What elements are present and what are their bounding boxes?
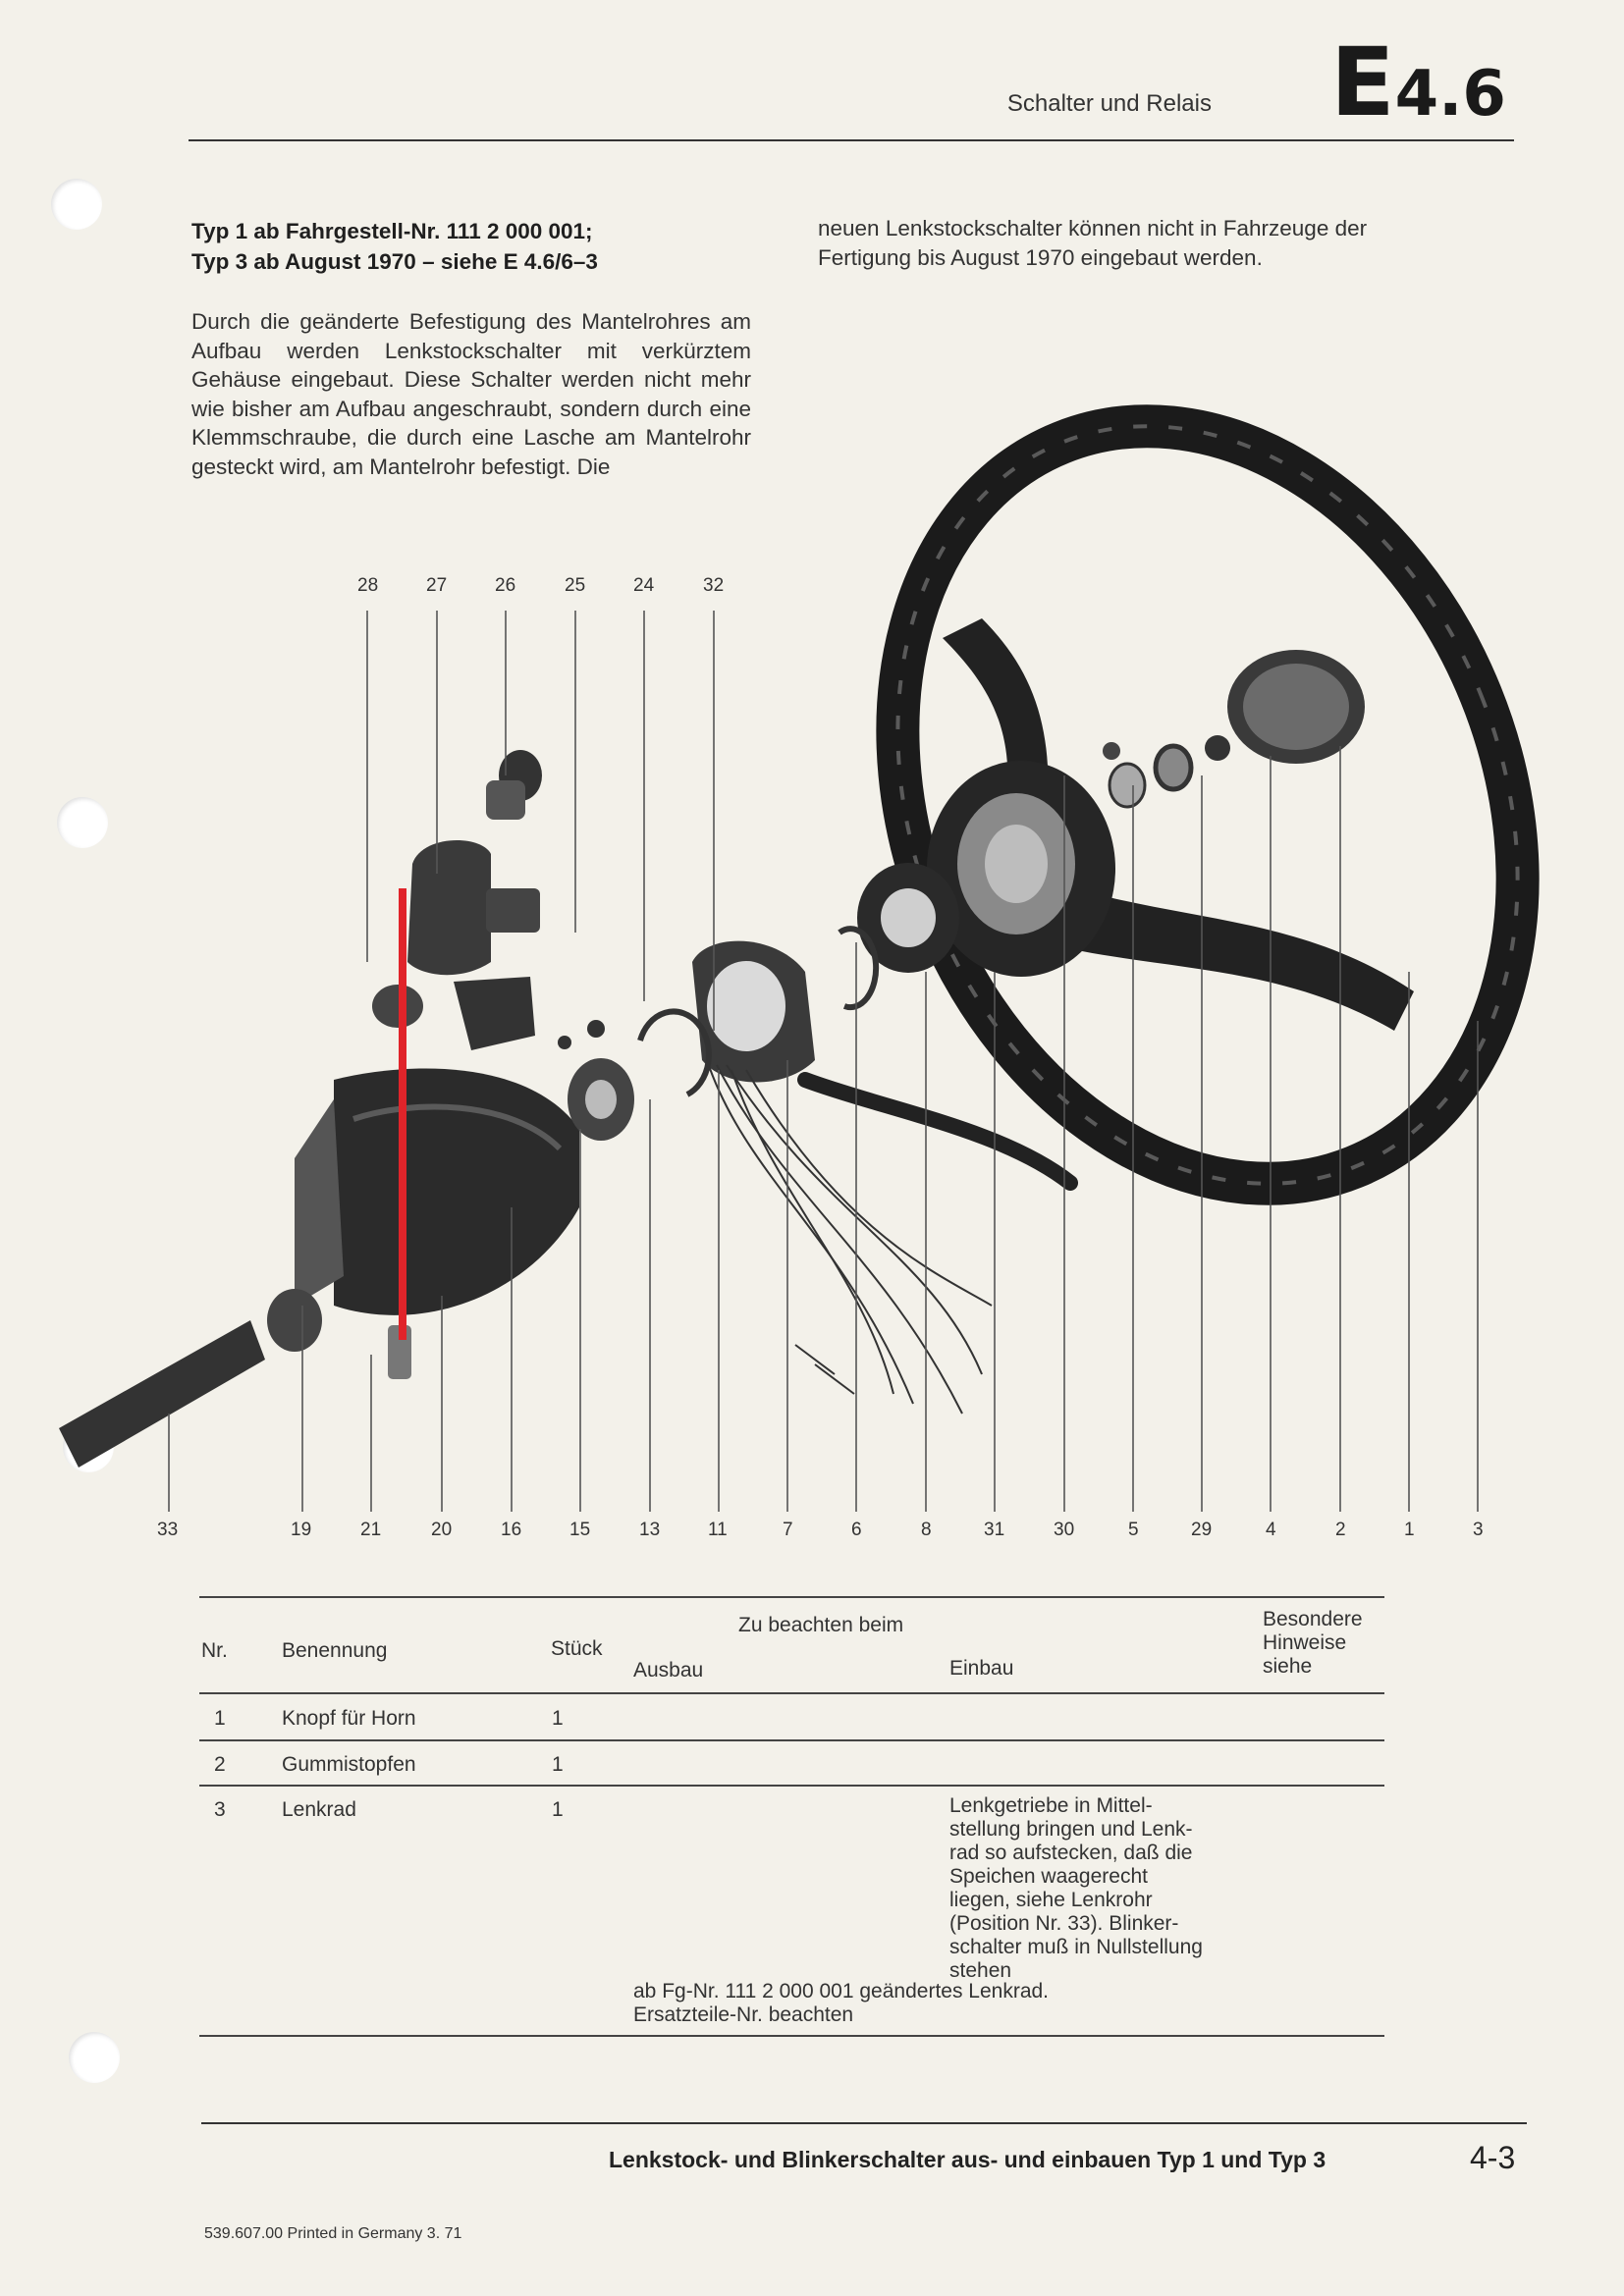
row1-nr: 1 bbox=[214, 1707, 226, 1730]
callout-24: 24 bbox=[633, 575, 655, 596]
callout-26: 26 bbox=[495, 575, 516, 596]
callout-30: 30 bbox=[1054, 1520, 1075, 1540]
intro-heading-line1: Typ 1 ab Fahrgestell-Nr. 111 2 000 001; bbox=[191, 219, 593, 243]
footer-rule bbox=[201, 2122, 1527, 2124]
callout-21: 21 bbox=[360, 1520, 382, 1540]
callout-13: 13 bbox=[639, 1520, 661, 1540]
callout-29: 29 bbox=[1191, 1520, 1213, 1540]
steering-lock-illustration bbox=[372, 750, 542, 1050]
row3-note-line: Ersatzteile-Nr. beachten bbox=[633, 2003, 854, 2026]
callout-28: 28 bbox=[357, 575, 379, 596]
row3-einbau-line: rad so aufstecken, daß die bbox=[949, 1842, 1193, 1864]
row3-einbau-line: stellung bringen und Lenk- bbox=[949, 1818, 1193, 1841]
th-stueck: Stück bbox=[551, 1637, 603, 1660]
binder-hole-bottom bbox=[69, 2032, 120, 2083]
callout-6: 6 bbox=[851, 1520, 862, 1540]
th-benennung: Benennung bbox=[282, 1639, 388, 1662]
section-number: 4.6 bbox=[1394, 58, 1506, 131]
row3-note bbox=[633, 1980, 1049, 2027]
callout-31: 31 bbox=[984, 1520, 1005, 1540]
row3-nr: 3 bbox=[214, 1798, 226, 1821]
row3-note-line: ab Fg-Nr. 111 2 000 001 geändertes Lenkrad. bbox=[633, 1980, 1050, 2002]
switch-housing-illustration bbox=[334, 1011, 709, 1314]
callout-11: 11 bbox=[708, 1520, 728, 1540]
section-label: Schalter und Relais bbox=[1006, 90, 1212, 117]
callout-16: 16 bbox=[501, 1520, 522, 1540]
callout-15: 15 bbox=[569, 1520, 591, 1540]
row2-benennung: Gummistopfen bbox=[282, 1753, 416, 1776]
callout-3: 3 bbox=[1473, 1520, 1484, 1540]
footer-title: Lenkstock- und Blinkerschalter aus- und einbauen Typ 1 und Typ 3 bbox=[609, 2147, 1326, 2172]
row3-einbau-line: Lenkgetriebe in Mittel- bbox=[949, 1794, 1153, 1817]
callout-20: 20 bbox=[431, 1520, 453, 1540]
callout-27: 27 bbox=[426, 575, 448, 596]
page-number: 4-3 bbox=[1470, 2140, 1516, 2175]
row3-einbau-line: (Position Nr. 33). Blinker- bbox=[949, 1912, 1179, 1935]
row3-einbau-line: schalter muß in Nullstellung bbox=[949, 1936, 1203, 1958]
steering-wheel-illustration bbox=[788, 333, 1624, 1278]
callout-7: 7 bbox=[783, 1520, 793, 1540]
row3-einbau bbox=[949, 1794, 1203, 1983]
row3-einbau-line: liegen, siehe Lenkrohr bbox=[949, 1889, 1153, 1911]
th-hinweise-line1: Besondere bbox=[1263, 1608, 1363, 1630]
intro-paragraph-right: neuen Lenkstockschalter können nicht in Fahrzeuge der Fertigung bis August 1970 eingebaut werden. bbox=[818, 216, 1368, 270]
row1-benennung: Knopf für Horn bbox=[282, 1707, 416, 1730]
th-nr: Nr. bbox=[201, 1639, 228, 1662]
row1-rule bbox=[199, 1739, 1384, 1741]
th-zu-beachten: Zu beachten beim bbox=[738, 1614, 904, 1636]
th-hinweise-line2: Hinweise bbox=[1263, 1631, 1347, 1654]
row1-stueck: 1 bbox=[552, 1707, 564, 1730]
th-hinweise-line3: siehe bbox=[1263, 1655, 1313, 1678]
row2-rule bbox=[199, 1785, 1384, 1787]
callout-25: 25 bbox=[565, 575, 586, 596]
intro-paragraph-left: Durch die geänderte Befestigung des Mantelrohres am Aufbau werden Lenkstockschalter mit verkürztem Gehäuse eingebaut. Diese Schalter werden nicht mehr wie bisher am Aufbau angeschraubt, sondern durch eine Klemmschraube, die durch eine Lasche am Mantelrohr gesteckt wird, am Mantelrohr befestigt. Die bbox=[191, 309, 751, 479]
callout-2: 2 bbox=[1335, 1520, 1346, 1540]
callout-32: 32 bbox=[703, 575, 725, 596]
callout-33: 33 bbox=[157, 1520, 179, 1540]
row3-einbau-line: Speichen waagerecht bbox=[949, 1865, 1148, 1888]
print-info: 539.607.00 Printed in Germany 3. 71 bbox=[204, 2225, 462, 2242]
table-top-rule bbox=[199, 1596, 1384, 1598]
section-letter: E bbox=[1330, 27, 1395, 137]
row3-benennung: Lenkrad bbox=[282, 1798, 356, 1821]
th-einbau: Einbau bbox=[949, 1657, 1014, 1680]
callout-5: 5 bbox=[1128, 1520, 1139, 1540]
th-ausbau: Ausbau bbox=[633, 1659, 704, 1682]
callout-8: 8 bbox=[921, 1520, 932, 1540]
callout-19: 19 bbox=[291, 1520, 312, 1540]
row3-stueck: 1 bbox=[552, 1798, 564, 1821]
callout-1: 1 bbox=[1404, 1520, 1415, 1540]
row2-stueck: 1 bbox=[552, 1753, 564, 1776]
table-bottom-rule bbox=[199, 2035, 1384, 2037]
row2-nr: 2 bbox=[214, 1753, 226, 1776]
callout-4: 4 bbox=[1266, 1520, 1276, 1540]
intro-heading-line2: Typ 3 ab August 1970 – siehe E 4.6/6–3 bbox=[191, 249, 598, 274]
th-hinweise bbox=[1263, 1608, 1363, 1679]
table-header-rule bbox=[199, 1692, 1384, 1694]
row3-einbau-line: stehen bbox=[949, 1959, 1012, 1982]
